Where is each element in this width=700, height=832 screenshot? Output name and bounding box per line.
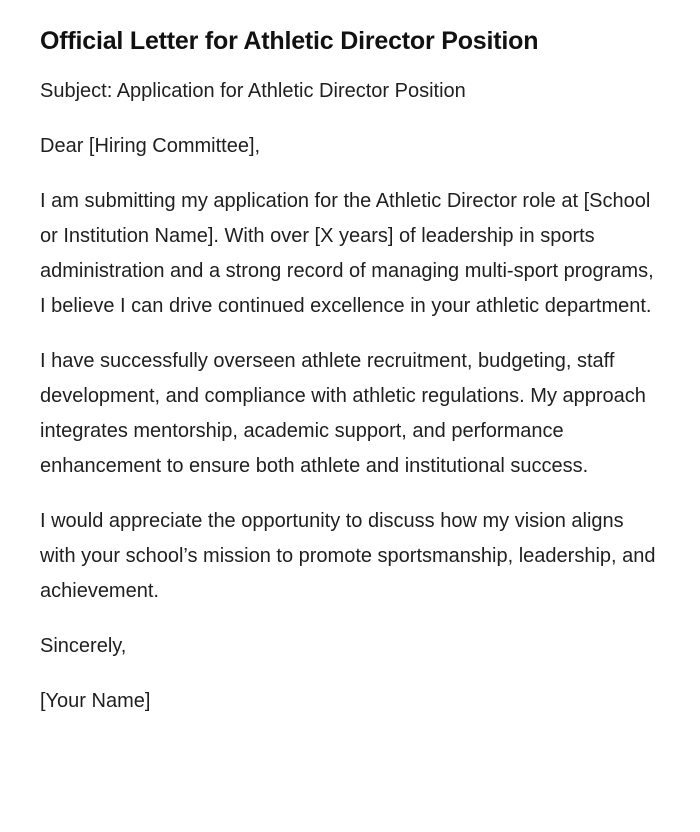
- closing-line: Sincerely,: [40, 635, 127, 657]
- body-paragraph-experience: I have successfully overseen athlete recruitment, budgeting, staff development, and compliance with athletic regulations. My approach integrates mentorship, academic support, and performance enhancement to ensure both athlete and institutional success.: [40, 350, 646, 477]
- body-paragraph-closing: I would appreciate the opportunity to discuss how my vision aligns with your school’s mission to promote sportsmanship, leadership, and achievement.: [40, 510, 656, 602]
- subject-line: Subject: Application for Athletic Director Position: [40, 80, 466, 102]
- signature: [Your Name]: [40, 690, 151, 712]
- body-paragraph-intro: I am submitting my application for the Athletic Director role at [School or Institution Name]. With over [X years] of leadership in sports administration and a strong record of managing multi-sport programs, I believe I can drive continued excellence in your athletic department.: [40, 190, 654, 317]
- salutation: Dear [Hiring Committee],: [40, 135, 261, 157]
- document-title: Official Letter for Athletic Director Position: [40, 27, 539, 55]
